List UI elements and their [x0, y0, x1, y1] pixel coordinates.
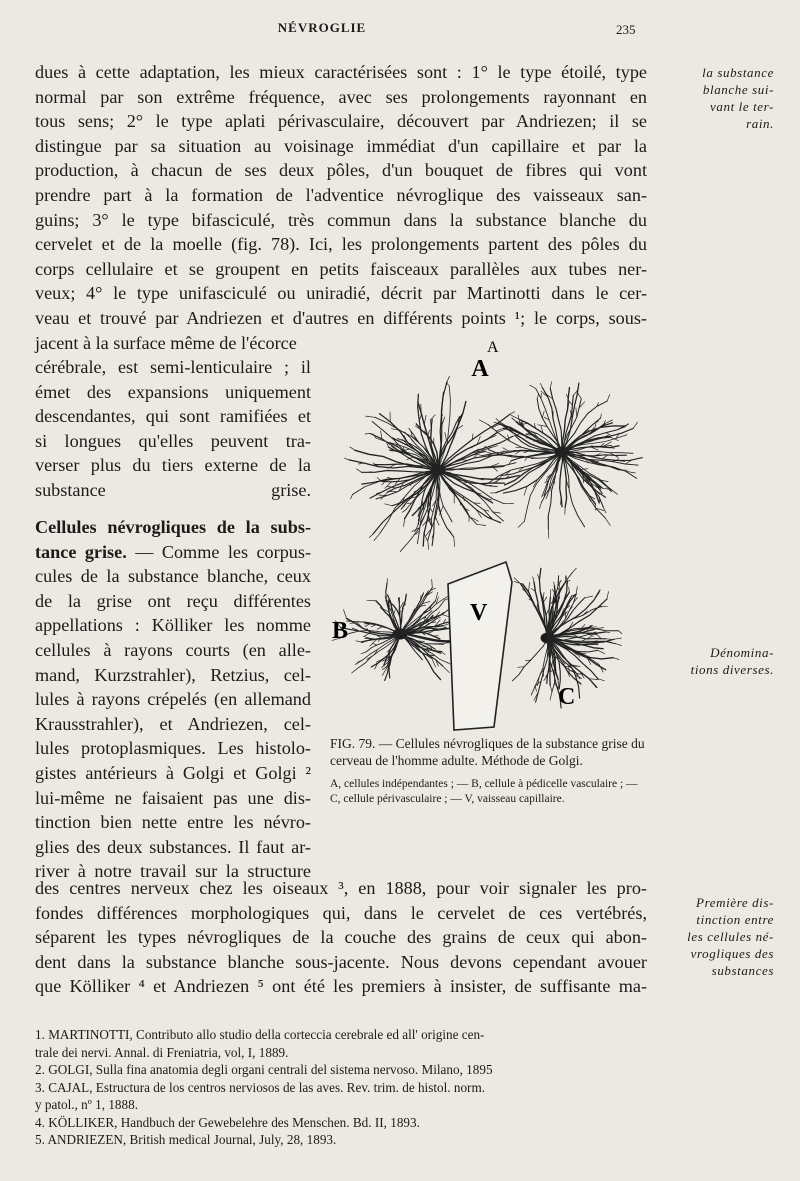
footnote-line: 4. KÖLLIKER, Handbuch der Gewebelehre des Menschen. Bd. II, 1893. — [35, 1114, 420, 1130]
margin-note-line: Dénomina- — [710, 645, 774, 660]
footnotes — [35, 1026, 647, 1149]
caption-main: FIG. 79. — Cellules névrogliques de la substance grise du cerveau de l'homme adulte. Méthode de Golgi. — [330, 736, 645, 768]
margin-note-2 — [662, 644, 774, 678]
figure-label-b: B — [332, 618, 349, 644]
main-paragraph — [35, 60, 647, 355]
footnote-line: 5. ANDRIEZEN, British medical Journal, July, 28, 1893. — [35, 1132, 337, 1147]
margin-note-line: tions diverses. — [690, 662, 774, 677]
text-line: normal par son extrême fréquence, avec ses prolongements rayonnant en — [35, 86, 647, 107]
capillary-vessel — [448, 562, 512, 730]
text-line: production, à chacun de ses deux pôles, d'un bouquet de fibres qui vont — [35, 160, 647, 181]
margin-note-line: blanche sui- — [702, 82, 774, 97]
margin-note-line: vrogliques des — [690, 946, 774, 961]
section-heading: Cellules névrogliques de la subs- — [35, 517, 311, 537]
footnote-line: y patol., nº 1, 1888. — [35, 1097, 138, 1112]
neuroglia-cell-b — [332, 579, 463, 681]
text-line: jacent à la surface même de l'écorce — [35, 332, 297, 353]
text-line: tous sens; 2° le type aplati périvasculaire, découvert par Andriezen; il se — [35, 111, 647, 132]
margin-note-1 — [662, 64, 774, 132]
narrow-column-1 — [35, 355, 311, 503]
footnote-line: 3. CAJAL, Estructura de los centros nerviosos de las aves. Rev. trim. de histol. norm. — [35, 1079, 486, 1095]
text-line: lules à rayons crépelés (en allemand — [35, 689, 311, 710]
figure-label-a: A — [471, 356, 489, 382]
text-line: des centres nerveux chez les oiseaux ³, en 1888, pour voir signaler les pro- — [35, 878, 647, 898]
footnote-line: 2. GOLGI, Sulla fina anatomia degli organi centrali del sistema nervoso. Milano, 1895 — [35, 1062, 493, 1077]
narrow-column-2 — [35, 515, 311, 884]
text-line: cervelet et de la moelle (fig. 78). Ici, les prolongements partent des pôles du — [35, 234, 647, 255]
running-header: NÉVROGLIE — [277, 20, 367, 35]
section-heading-cont: tance grise. — [35, 541, 127, 562]
text-line: tinction bien nette entre les névro- — [35, 812, 311, 833]
margin-note-3 — [662, 894, 774, 979]
text-line: dues à cette adaptation, les mieux caractérisées sont : 1° le type étoilé, type — [35, 62, 647, 82]
figure-79-illustration — [330, 339, 640, 732]
text-line: dent dans la substance blanche sous-jacente. Nous devons cependant avouer — [35, 951, 647, 972]
text-line: corps cellulaire et se groupent en petits faisceaux parallèles aux tubes ner- — [35, 258, 647, 279]
text-line: lui-même ne faisaient pas une dis- — [35, 787, 311, 808]
neuroglia-cell-a-right — [475, 382, 642, 538]
figure-label-c: C — [558, 684, 576, 710]
label-a: A — [487, 339, 499, 356]
text-line: distingue par sa situation au voisinage immédiat d'un capillaire et par la — [35, 135, 647, 156]
margin-note-line: substances — [711, 963, 774, 978]
margin-note-line: vant le ter- — [710, 99, 774, 114]
text-line: Krausstrahler), et Andriezen, cel- — [35, 713, 311, 734]
text-line: cules de la substance blanche, ceux — [35, 566, 311, 587]
caption-legend: A, cellules indépendantes ; — B, cellule à pédicelle vasculaire ; — C, cellule périvasculaire ; — V, vaisseau capillaire. — [330, 778, 638, 805]
text-line: river à notre travail sur la structure — [35, 861, 311, 882]
margin-note-line: rain. — [746, 116, 774, 131]
footnote-line: trale dei nervi. Annal. di Freniatria, vol, I, 1889. — [35, 1044, 289, 1060]
margin-note-line: la substance — [702, 65, 774, 80]
main-paragraph-2 — [35, 876, 647, 999]
text-line: cérébrale, est semi-lenticulaire ; il — [35, 357, 311, 377]
footnote-line: 1. MARTINOTTI, Contributo allo studio della corteccia cerebrale ed all' origine cen- — [35, 1027, 485, 1042]
text-line: substance grise. — [35, 479, 311, 500]
text-fragment: — Comme les corpus- — [135, 541, 312, 562]
text-line: glies des deux substances. Il faut ar- — [35, 836, 311, 857]
text-line: mand, Kurzstrahler), Retzius, cel- — [35, 664, 311, 685]
text-line: guins; 3° le type bifasciculé, très commun dans la substance blanche du — [35, 209, 647, 230]
text-line: veux; 4° le type unifasciculé ou uniradié, décrit par Martinotti dans le cer- — [35, 283, 647, 304]
text-line — [35, 540, 311, 565]
text-line: de la grise ont reçu différentes — [35, 590, 311, 611]
figure-label-v: V — [470, 600, 488, 626]
text-line: descendantes, qui sont ramifiées et — [35, 406, 311, 427]
text-line: prendre part à la formation de l'adventice névroglique des vaisseaux san- — [35, 184, 647, 205]
neuroglia-cell-a-left — [345, 376, 521, 551]
text-line: veau et trouvé par Andriezen et d'autres en différents points ¹; le corps, sous- — [35, 307, 647, 328]
text-line: gistes antérieurs à Golgi et Golgi ² — [35, 762, 311, 783]
text-line: verser plus du tiers externe de la — [35, 455, 311, 476]
margin-note-line: les cellules né- — [687, 929, 774, 944]
text-line: séparent les types névrogliques de la couche des grains de ceux qui abon- — [35, 927, 647, 948]
page-number: 235 — [616, 22, 636, 37]
text-line: appellations : Kölliker les nomme — [35, 615, 311, 636]
margin-note-line: Première dis- — [696, 895, 774, 910]
text-line: cellules à rayons courts (en alle- — [35, 639, 311, 660]
text-line: lules protoplasmiques. Les histolo- — [35, 738, 311, 759]
text-line: si longues qu'elles peuvent tra- — [35, 430, 311, 451]
text-line: que Kölliker ⁴ et Andriezen ⁵ ont été les premiers à insister, de suffisante ma- — [35, 976, 647, 997]
text-line: émet des expansions uniquement — [35, 381, 311, 402]
figure-caption — [330, 735, 646, 807]
margin-note-line: tinction entre — [696, 912, 774, 927]
text-line: fondes différences morphologiques qui, dans le cervelet de ces vertébrés, — [35, 902, 647, 923]
